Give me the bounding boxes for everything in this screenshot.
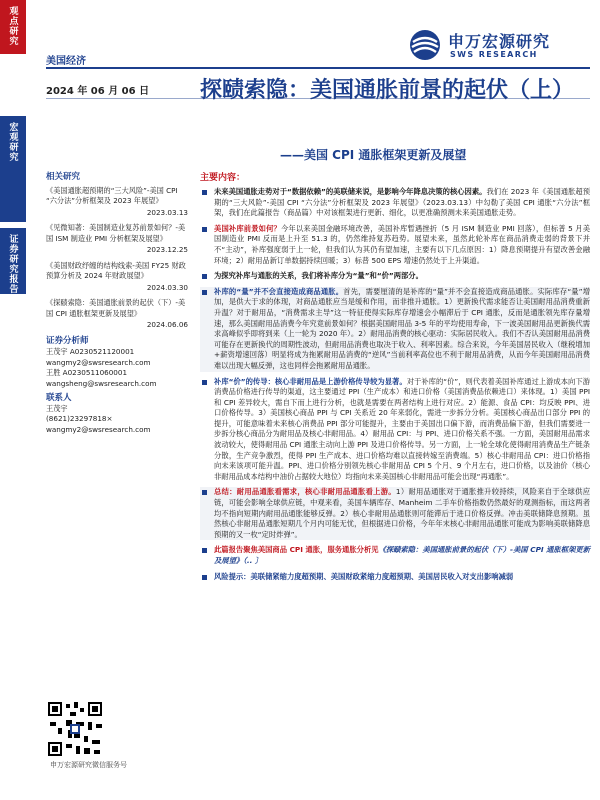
- strip-mid-label: 宏观研究: [0, 116, 26, 222]
- contact-email[interactable]: wangmy2@swsresearch.com: [46, 424, 151, 434]
- report-category: 美国经济: [46, 56, 86, 67]
- strip-top-label: 观点研究: [0, 0, 26, 54]
- main-heading: 主要内容：: [200, 173, 246, 183]
- bullet-square-icon: [202, 380, 207, 385]
- bullet-body: 首先，需要厘清的是补库的“量”并不会直接造成商品通胀。实际库存“量”增加，是供大于求的体现，对商品通胀应当是缓和作用，而非推升通胀。1）更新换代需求能否让美国耐用品消费重新升温？对于耐用品，“消费需求主导”这一特征使得实际库存增速会小幅滞后于 CPI 通胀，反而是通胀领先库存量增速，那么美国耐用品消费今年究竟前景如何？根据美国耐用品 3-5 年的平均使用寿命，下一波美国耐用品更新换代需求高峰似乎即将到来（上一轮为 2020 年）。2）耐用品消费的核心驱动：实际居民收入。我们不否认美国耐用品消费可能存在更新换代的周期性波动，但耐用品消费也取决于收入、利率因素。综合来说，今年美国居民收入（继税增加+薪资增速回落）明显将成为拖累耐用品消费的“逆风”当前利率高位也不利于耐用品消费，从而今年美国耐用品消费难以出现大幅反弹，这也同样会拖累耐用品通胀。: [214, 286, 591, 370]
- summary-bullet: [200, 271, 590, 282]
- left-vertical-strip: [0, 0, 26, 800]
- related-date: 2023.03.13: [146, 207, 188, 217]
- author-email[interactable]: wangsheng@swsresearch.com: [46, 378, 157, 388]
- bullet-square-icon: [202, 290, 207, 295]
- bullet-lead: 未来美国通胀走势对于“数据依赖”的美联储来说，是影响今年降息决策的核心因素。: [214, 187, 487, 196]
- related-item[interactable]: 《美国财政纾缠的结构线索-美国 FY25 财政预算分析及 2024 年财政展望》: [46, 260, 186, 280]
- bullet-square-icon: [202, 227, 207, 232]
- author-line: 王胜 A0230511060001: [46, 368, 128, 377]
- report-date: 2024 年 06 月 06 日: [46, 86, 150, 97]
- author-email[interactable]: wangmy2@swsresearch.com: [46, 357, 151, 367]
- authors-heading: 证券分析师: [46, 335, 89, 346]
- summary-bullet: [200, 377, 590, 483]
- bullet-square-icon: [202, 274, 207, 279]
- related-date: 2024.06.06: [146, 320, 188, 329]
- bullet-link[interactable]: 《探赜索隐：美国通胀前景的起伏（下）-美国 CPI 通胀框架更新及展望》（.. 〕: [214, 545, 590, 565]
- contact-phone: (8621)23297818×: [46, 414, 113, 423]
- bullet-body: 对于补库的“价”，则代表着美国补库通过上游成本向下游消费品价格进行传导的渠道，这主要通过 PPI（生产成本）和进口价格（美国消费品依赖进口）来体现。1）美国 PPI 和 CPI 差异较大，需自下而上进行分析，也就是需要在两者结构上进行对应。2）能源、食品 CPI：均反映 PPI、进口价格传导。3）美国核心商品 PPI 与 CPI 关系近 20 年来弱化，需进一步拆分分析。美国核心商品出口部分 PPI 的提升，可能意味着未来核心消费品 PPI 部分可能提升，主要由于美国出口偏下游，而消费品偏下游，但我们需要进一步拆分核心商品分为耐用品及核心非耐用品。4）耐用品 CPI：与 PPI、进口价格关系不强。一方面，美国耐用品需求波动较大，使得耐用品 CPI 通胀主动向上游 PPI 及进口价格传导。另一方面，上一轮全球化使得耐用消费品生产链条分散，生产竞争激烈，使得 PPI 生产成本、进口价格均难以直接转嫁至消费端。5）核心非耐用品 CPI：进口价格指向未来该项可能升温。PPI、进口价格分别领先核心非耐用品 CPI 5 个月、9 个月左右，进口价格，以及油价（核心非耐用品成本结构中油价占据较大地位）均指向未来美国核心非耐用品可能会出现“再通胀”。: [214, 376, 590, 481]
- header-divider: [46, 67, 590, 69]
- related-item[interactable]: 《美国通胀超预期的“三大风险”-美国 CPI “六分法”分析框架及 2023 年展望》: [46, 185, 178, 205]
- related-date: 2024.03.30: [146, 282, 188, 292]
- related-list: [46, 186, 188, 331]
- author-line: 王茂宇 A0230521120001: [46, 347, 135, 356]
- logo-cn-text: 申万宏源研究: [448, 32, 551, 51]
- bullet-square-icon: [202, 548, 207, 553]
- summary-bullet: [200, 487, 590, 540]
- qr-caption: 申万宏源研究微信服务号: [50, 761, 127, 769]
- summary-bullet: [200, 287, 590, 372]
- bullet-body: 今年以来美国金融环境改善，美国补库暂遇挫折（5 月 ISM 制造业 PMI 回落），但标普 5 月美国制造业 PMI 反而是上升至 51.3 的，仍然维持复苏趋势。展望未来，虽然此轮补库在商品消费走弱的背景下并不“主动”，补库强度弱于上一轮，但我们认为其仍有望加速，主要有以下几点原因：1）降息预期提升有望改善金融环境；2）耐用品新订单数据持续回暖；3）标普 500 EPS 增速仍然处于上升渠道。: [214, 223, 591, 265]
- bullet-lead: 总结：耐用品通胀看需求，核心非耐用品通胀看上游。: [214, 487, 396, 497]
- logo-globe-icon: [408, 28, 442, 62]
- contact-name: 王茂宇: [46, 403, 68, 413]
- bullet-lead: 补库的“量”并不会直接造成商品通胀。: [214, 286, 344, 296]
- bullet-square-icon: [202, 490, 207, 495]
- report-title: 探赜索隐：美国通胀前景的起伏（上）: [200, 78, 575, 103]
- strip-low-label: 证券研究报告: [0, 228, 26, 294]
- bullet-square-icon: [202, 190, 207, 195]
- bullet-square-icon: [202, 575, 207, 580]
- bullet-lead: 此篇报告聚焦美国商品 CPI 通胀，服务通胀分析见: [214, 545, 379, 555]
- summary-bullet: [200, 545, 590, 566]
- related-heading: 相关研究: [46, 172, 81, 182]
- summary-bullet: [200, 187, 590, 219]
- bullet-lead: 风险提示：美联储紧缩力度超预期、美国财政紧缩力度超预期、美国居民收入对支出影响减弱: [214, 571, 514, 581]
- related-item[interactable]: 《见微知著：美国制造业复苏前景如何？-美国 ISM 制造业 PMI 分析框架及展望》: [46, 223, 186, 243]
- main-content: [200, 170, 590, 587]
- qr-code-icon: [46, 700, 104, 758]
- contact-heading: 联系人: [46, 393, 72, 403]
- report-subtitle: ——美国 CPI 通胀框架更新及展望: [280, 148, 467, 162]
- bullet-body: 我们在 2023 年《美国通胀超预期的“三大风险”-美国 CPI “六分法”分析框架及 2023 年展望》（2023.03.13）中勾勒了美国 CPI 通胀“六分法”框架，我们在此篇报告（商品篇）中对该框架进行更新、细化，以更准确预测未来美国通胀走势。: [214, 187, 590, 218]
- sidebar: [46, 172, 188, 435]
- sws-logo: [408, 26, 588, 66]
- bullet-body: 1）耐用品通胀对于通胀推升较持续，风险来自于全球供应链，可能会影响全球供应链，中观来看，美国车辆库存、Manheim 二手车价格指数仍然最好的观测指标，而这两者均不指向短期内耐用品通胀能够反弹。2）核心非耐用品通胀则可能滞后于进口价格反弹。冲击美联储降息预期。虽然核心非耐用品通胀短期几个月内可能无忧，但根据进口价格，今年年末核心非耐用品通胀可能成为影响美联储降息预期的又一枚“定时炸弹”。: [214, 487, 591, 539]
- logo-en-text: SWS RESEARCH: [450, 50, 538, 59]
- bullet-lead: 补库“价”的传导：核心非耐用品是上游价格传导较为显著。: [214, 376, 407, 386]
- summary-bullet: [200, 224, 590, 266]
- bullet-lead: 为探究补库与通胀的关系，我们将补库分为“量”和“价”两部分。: [214, 271, 423, 281]
- related-item[interactable]: 《探赜索隐：美国通胀前景的起伏（下）-美国 CPI 通胀框架更新及展望》: [46, 298, 186, 318]
- bullet-lead: 美国补库前景如何？: [214, 223, 281, 233]
- summary-bullet: [200, 572, 590, 583]
- related-date: 2023.12.25: [146, 245, 188, 254]
